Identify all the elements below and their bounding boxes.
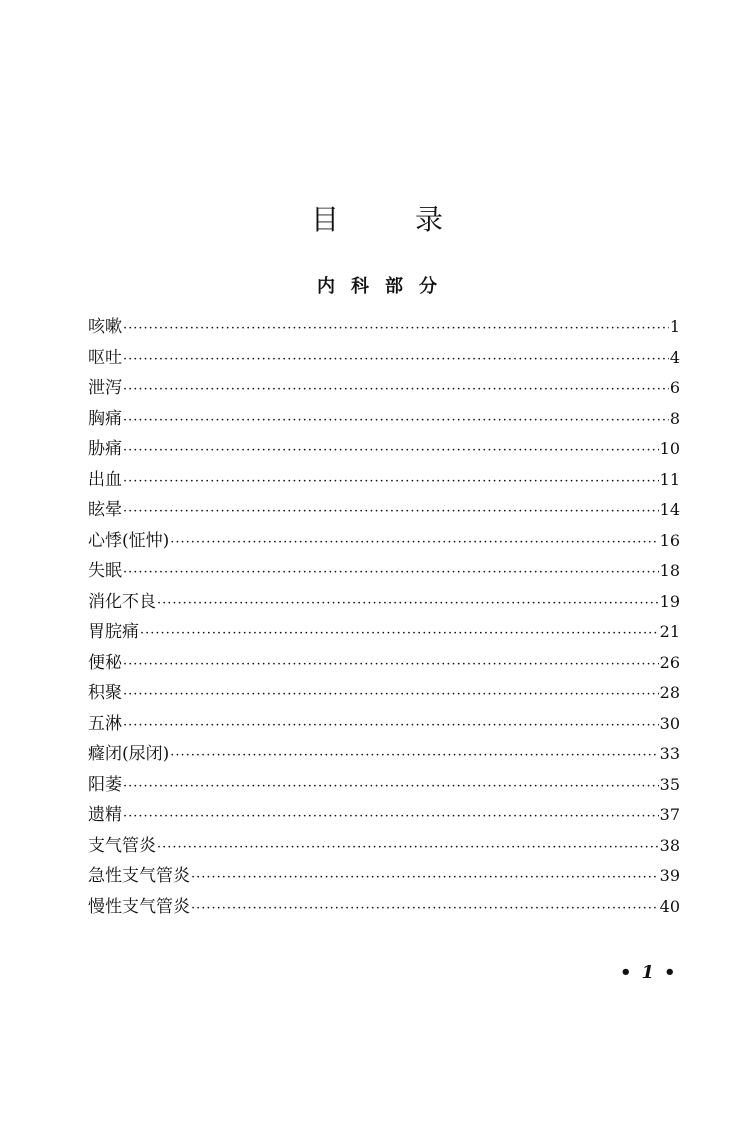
toc-entry-page: 10	[659, 439, 680, 458]
toc-entry[interactable]	[88, 892, 680, 923]
toc-entry-page: 33	[659, 744, 680, 763]
toc-entry[interactable]	[88, 678, 680, 709]
toc-entry-page: 14	[659, 500, 680, 519]
toc-entry-label: 便秘	[88, 652, 122, 673]
dot-leader	[191, 870, 659, 885]
toc-entry-page: 1	[669, 317, 680, 336]
toc-entry-page: 28	[659, 683, 680, 702]
toc-entry-label: 癃闭(尿闭)	[88, 744, 170, 764]
page-number: 1	[641, 962, 655, 983]
toc-entry-label: 消化不良	[88, 591, 156, 612]
footer-bullet: •	[664, 962, 676, 983]
toc-entry-label: 胃脘痛	[88, 622, 139, 642]
toc-entry-label: 五淋	[88, 713, 122, 734]
toc-entry[interactable]	[88, 404, 680, 435]
title-char: 录	[415, 203, 444, 236]
toc-entry[interactable]	[88, 465, 680, 496]
toc-entry-page: 40	[659, 896, 680, 916]
toc-entry-page: 37	[659, 805, 680, 824]
toc-entry-label: 出血	[88, 469, 122, 490]
dot-leader	[191, 901, 659, 916]
title-char: 目	[310, 203, 339, 236]
dot-leader	[157, 596, 659, 611]
toc-entry[interactable]	[88, 770, 680, 801]
dot-leader	[123, 443, 659, 458]
toc-entry-page: 19	[659, 591, 680, 611]
toc-entry-page: 30	[659, 713, 680, 733]
section-char: 内	[317, 276, 335, 297]
toc-entry-label: 支气管炎	[88, 835, 156, 856]
toc-entry[interactable]	[88, 587, 680, 618]
toc-entry-page: 39	[659, 866, 680, 885]
toc-entry[interactable]	[88, 800, 680, 831]
toc-entry-page: 6	[669, 378, 680, 397]
toc-entry[interactable]	[88, 831, 680, 862]
toc-entry-label: 呕吐	[88, 347, 122, 368]
toc-entry[interactable]	[88, 526, 680, 557]
toc-entry-label: 急性支气管炎	[88, 866, 190, 886]
section-char: 部	[385, 276, 403, 297]
toc-entry-page: 26	[659, 652, 680, 672]
toc-entry-page: 21	[659, 622, 680, 641]
toc-entry[interactable]	[88, 556, 680, 587]
toc-entry-page: 16	[659, 530, 680, 550]
toc-entry[interactable]	[88, 861, 680, 892]
dot-leader	[123, 504, 659, 519]
toc-entry-label: 失眠	[88, 561, 122, 581]
toc-entry-label: 胸痛	[88, 408, 122, 429]
dot-leader	[123, 687, 659, 702]
toc-entry-page: 38	[659, 835, 680, 855]
section-char: 科	[351, 276, 369, 297]
dot-leader	[123, 413, 669, 428]
toc-entry-label: 遗精	[88, 805, 122, 825]
footer-bullet: •	[620, 962, 632, 983]
toc-entry-label: 胁痛	[88, 439, 122, 459]
dot-leader	[123, 809, 659, 824]
toc-entry-page: 4	[669, 347, 680, 367]
toc-entry[interactable]	[88, 495, 680, 526]
dot-leader	[123, 352, 669, 367]
toc-entry[interactable]	[88, 617, 680, 648]
toc-entry-page: 11	[659, 469, 680, 489]
section-heading	[0, 272, 754, 298]
dot-leader	[123, 474, 659, 489]
toc-entry-page: 35	[659, 774, 680, 794]
toc-entry-label: 眩晕	[88, 500, 122, 520]
toc-entry[interactable]	[88, 373, 680, 404]
toc-entry-label: 心悸(怔忡)	[88, 530, 170, 551]
toc-entry[interactable]	[88, 343, 680, 374]
dot-leader	[123, 382, 669, 397]
section-char: 分	[419, 276, 437, 297]
toc-entry[interactable]	[88, 709, 680, 740]
page-title	[0, 198, 754, 238]
toc-entry[interactable]	[88, 739, 680, 770]
page-footer	[610, 962, 686, 983]
dot-leader	[170, 535, 658, 550]
toc-entry-label: 积聚	[88, 683, 122, 703]
toc-entry-label: 慢性支气管炎	[88, 896, 190, 917]
toc-entry[interactable]	[88, 648, 680, 679]
toc-entry[interactable]	[88, 312, 680, 343]
dot-leader	[123, 321, 669, 336]
toc-entry[interactable]	[88, 434, 680, 465]
toc-entry-label: 咳嗽	[88, 317, 122, 337]
dot-leader	[123, 718, 659, 733]
dot-leader	[123, 657, 659, 672]
dot-leader	[123, 779, 659, 794]
dot-leader	[170, 748, 658, 763]
toc-entry-label: 阳萎	[88, 774, 122, 795]
toc-entry-label: 泄泻	[88, 378, 122, 398]
table-of-contents	[88, 312, 680, 922]
dot-leader	[157, 840, 659, 855]
toc-entry-page: 18	[659, 561, 680, 580]
dot-leader	[140, 626, 659, 641]
toc-entry-page: 8	[669, 408, 680, 428]
dot-leader	[123, 565, 659, 580]
